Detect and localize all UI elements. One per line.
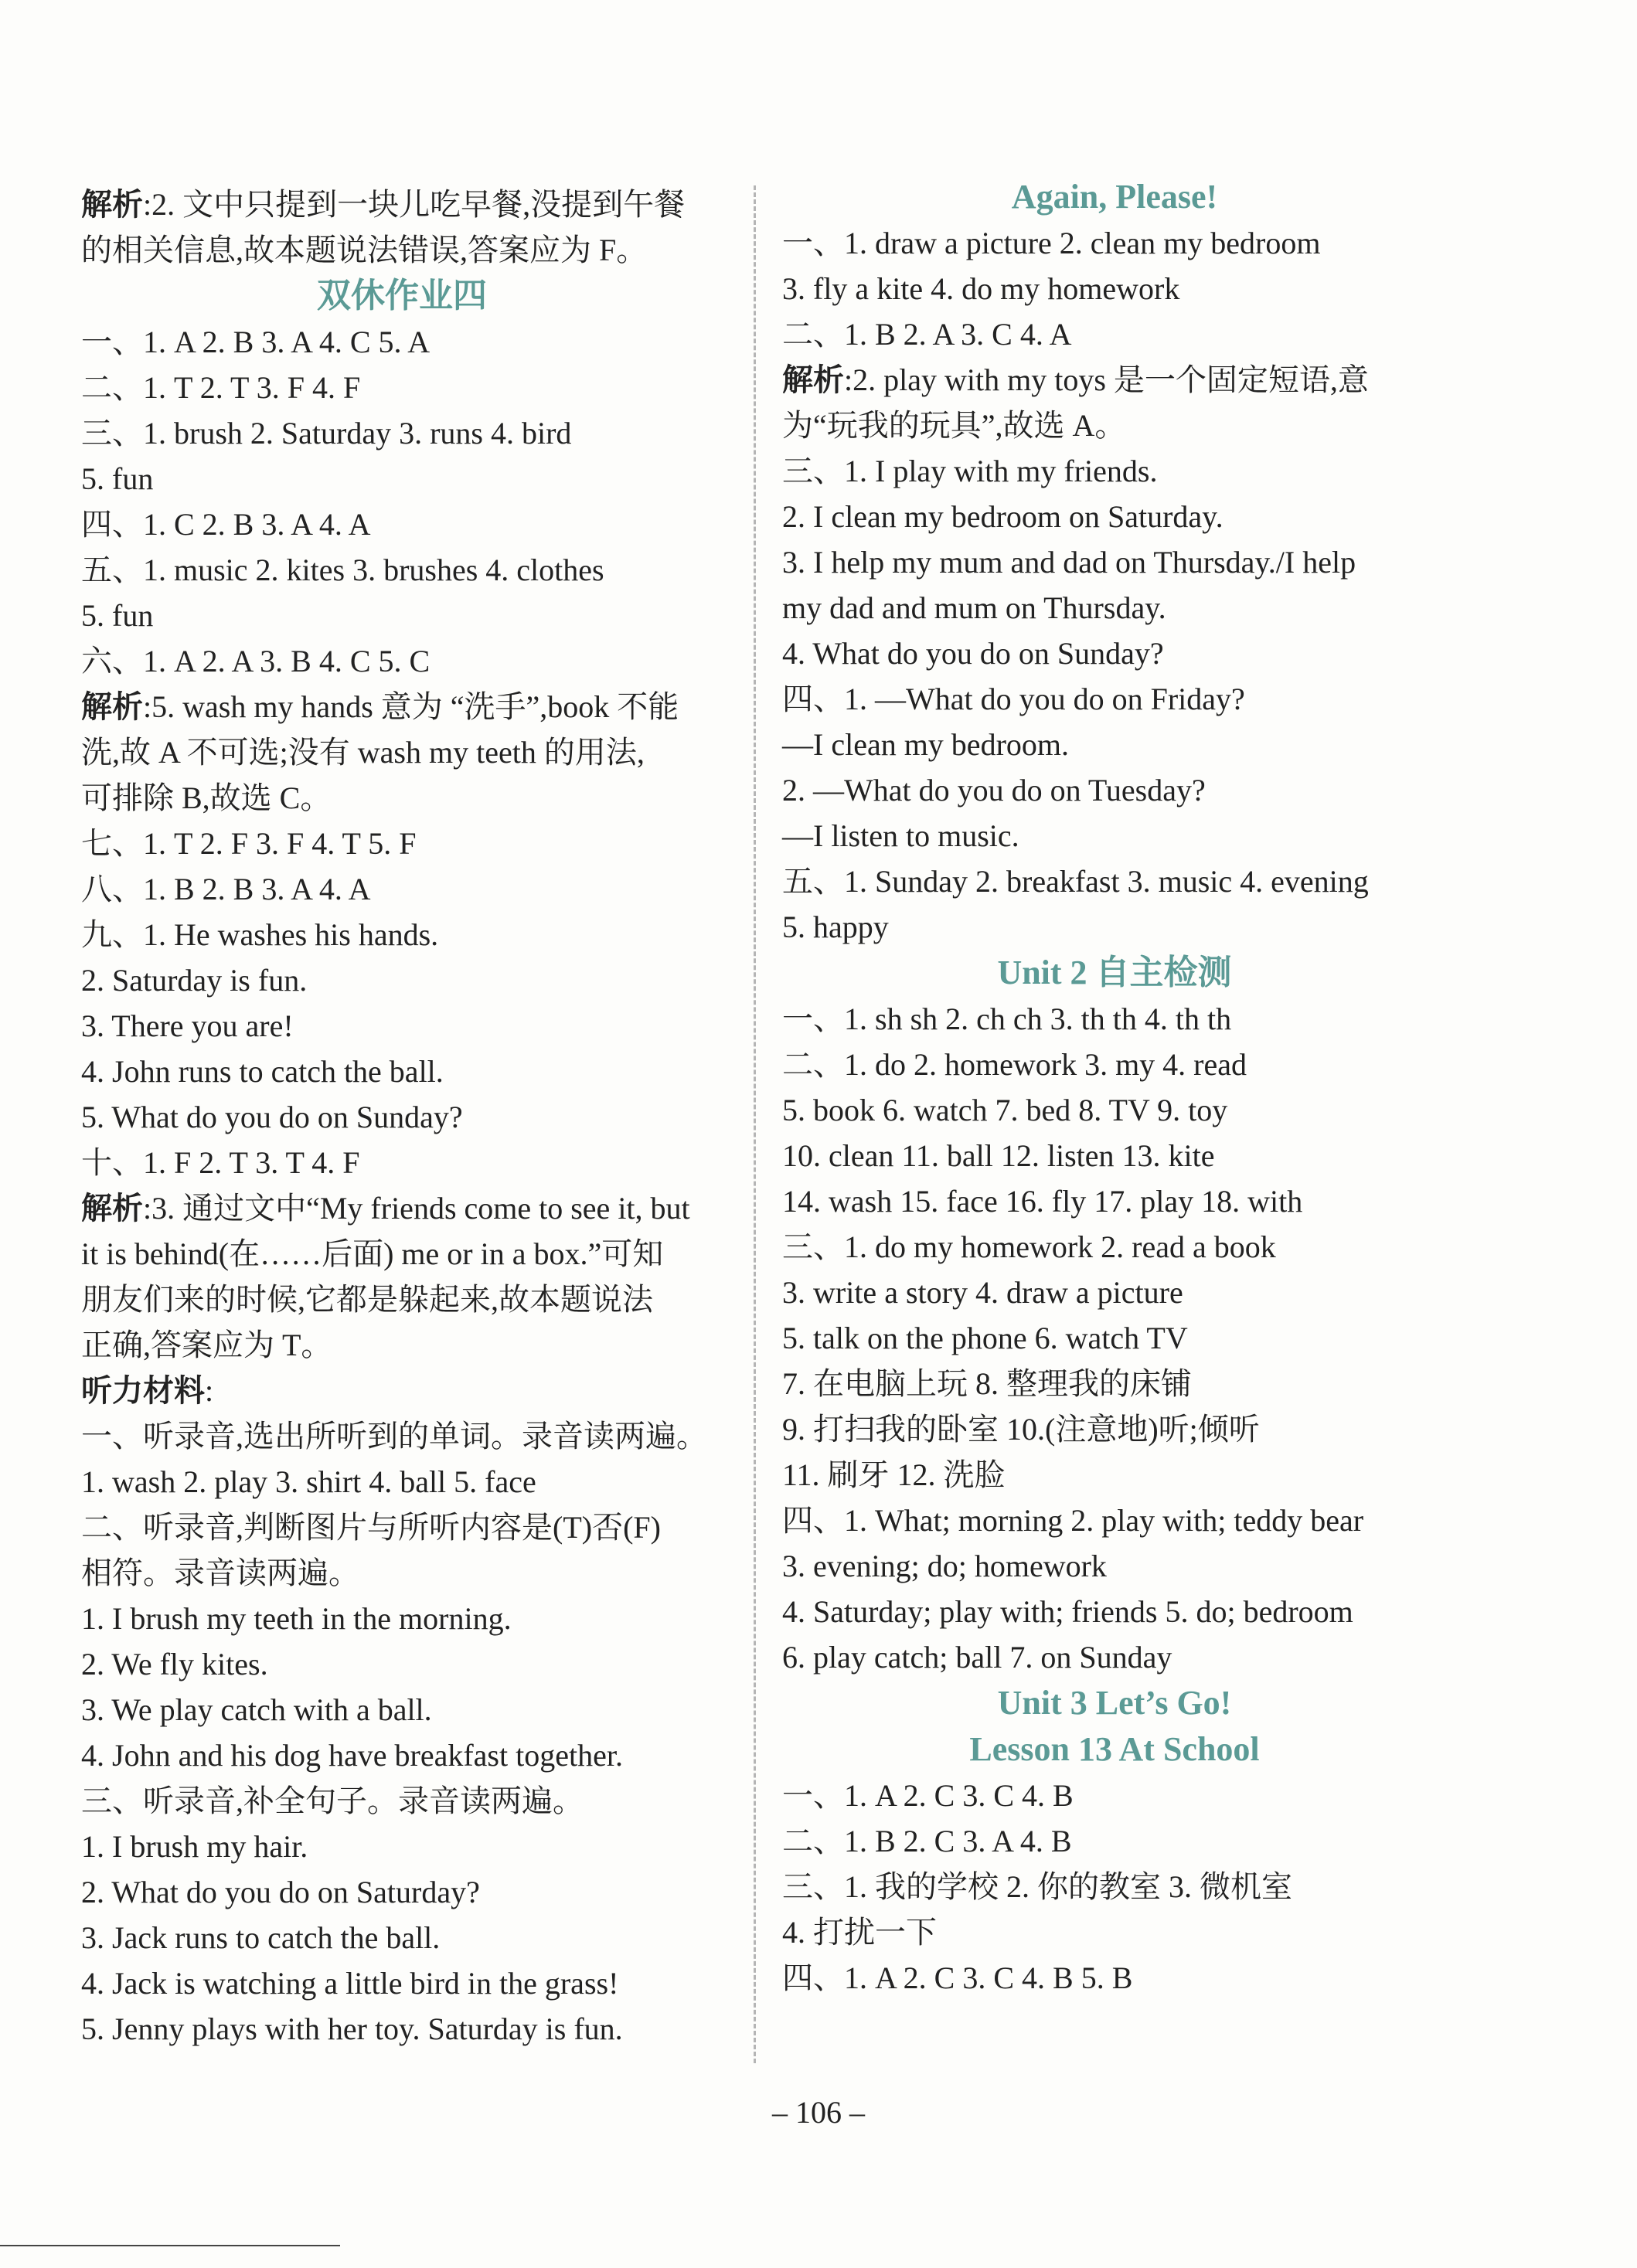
line-text: 九、1. He washes his hands. (81, 917, 439, 952)
text-line (782, 266, 1447, 311)
text-line (81, 547, 723, 593)
line-text: 三、1. do my homework 2. read a book (782, 1229, 1276, 1264)
text-line (782, 539, 1447, 585)
text-line (782, 1589, 1447, 1634)
line-text: it is behind(在……后面) me or in a box.”可知 (81, 1236, 664, 1271)
line-text: 2. I clean my bedroom on Saturday. (782, 499, 1223, 534)
line-text: 3. write a story 4. draw a picture (782, 1275, 1183, 1310)
text-line (81, 1732, 723, 1778)
line-text: 十、1. F 2. T 3. T 4. F (81, 1145, 360, 1180)
text-line (782, 904, 1447, 950)
text-line (81, 1003, 723, 1049)
analysis-label: 解析 (81, 187, 143, 222)
text-line (81, 1049, 723, 1094)
line-text: 六、1. A 2. A 3. B 4. C 5. C (81, 644, 431, 678)
text-line (782, 220, 1447, 266)
line-text: 一、1. sh sh 2. ch ch 3. th th 4. th th (782, 1001, 1232, 1036)
text-line (782, 1773, 1447, 1818)
text-line (81, 456, 723, 502)
line-text: 四、1. What; morning 2. play with; teddy bear (782, 1503, 1364, 1538)
text-line (81, 866, 723, 912)
text-line (782, 1178, 1447, 1224)
text-line (81, 593, 723, 638)
line-text: —I listen to music. (782, 818, 1019, 853)
text-line (81, 319, 723, 365)
text-line (782, 631, 1447, 676)
text-line (81, 1869, 723, 1915)
line-text: 5. fun (81, 598, 154, 633)
text-line (782, 859, 1447, 904)
text-line (81, 1094, 723, 1140)
line-text: my dad and mum on Thursday. (782, 590, 1166, 625)
text-line (81, 638, 723, 684)
line-text: 三、1. brush 2. Saturday 3. runs 4. bird (81, 416, 572, 451)
text-line (81, 410, 723, 456)
section-title: 双休作业四 (317, 277, 487, 315)
line-text: 7. 在电脑上玩 8. 整理我的床铺 (782, 1366, 1192, 1401)
text-line (782, 1818, 1447, 1864)
line-text: 三、1. 我的学校 2. 你的教室 3. 微机室 (782, 1869, 1292, 1904)
line-text: 四、1. C 2. B 3. A 4. A (81, 507, 371, 542)
text-line (81, 1596, 723, 1641)
text-line (782, 767, 1447, 813)
line-text: 二、1. B 2. A 3. C 4. A (782, 317, 1072, 352)
line-text: 2. —What do you do on Tuesday? (782, 773, 1206, 808)
text-line (81, 1641, 723, 1687)
text-line (81, 1322, 723, 1368)
text-line (81, 1687, 723, 1732)
section-title: Unit 2 自主检测 (997, 954, 1232, 991)
text-line (81, 182, 723, 227)
line-text: 4. 打扰一下 (782, 1915, 937, 1950)
text-line (81, 684, 723, 729)
text-line (81, 1915, 723, 1960)
text-line (782, 1909, 1447, 1955)
line-text: —I clean my bedroom. (782, 727, 1069, 762)
line-text: 相符。录音读两遍。 (81, 1556, 359, 1590)
line-text: 4. What do you do on Sunday? (782, 636, 1164, 671)
line-text: :3. 通过文中“My friends come to see it, but (143, 1191, 690, 1226)
line-text: 3. We play catch with a ball. (81, 1692, 432, 1727)
line-text: 4. John and his dog have breakfast together. (81, 1738, 623, 1773)
analysis-label: 听力材料 (81, 1373, 205, 1408)
text-line (782, 1634, 1447, 1680)
text-line (782, 1955, 1447, 2001)
line-text: 一、听录音,选出所听到的单词。录音读两遍。 (81, 1419, 707, 1454)
text-line (81, 1277, 723, 1322)
text-line (782, 1498, 1447, 1543)
text-line (81, 775, 723, 821)
text-line (782, 996, 1447, 1042)
line-text: 3. evening; do; homework (782, 1549, 1107, 1583)
line-text: :2. 文中只提到一块儿吃早餐,没提到午餐 (143, 187, 686, 222)
analysis-label: 解析 (81, 1191, 143, 1226)
text-line (81, 2006, 723, 2052)
line-text: 3. fly a kite 4. do my homework (782, 271, 1180, 306)
text-line (782, 1864, 1447, 1909)
line-text: 五、1. Sunday 2. breakfast 3. music 4. evening (782, 864, 1369, 899)
line-text: 5. fun (81, 461, 154, 496)
line-text: 9. 打扫我的卧室 10.(注意地)听;倾听 (782, 1412, 1260, 1447)
line-text: 11. 刷牙 12. 洗脸 (782, 1457, 1006, 1492)
text-line (782, 1087, 1447, 1133)
text-line (782, 1224, 1447, 1270)
text-line (782, 1543, 1447, 1589)
line-text: 的相关信息,故本题说法错误,答案应为 F。 (81, 233, 648, 267)
right-column (782, 178, 1447, 2001)
text-line (81, 957, 723, 1003)
line-text: 5. talk on the phone 6. watch TV (782, 1321, 1188, 1355)
text-line (81, 1413, 723, 1459)
text-line (782, 1042, 1447, 1087)
line-text: 5. What do you do on Sunday? (81, 1100, 463, 1134)
text-line (782, 403, 1447, 448)
line-text: 二、1. do 2. homework 3. my 4. read (782, 1047, 1247, 1082)
line-text: 一、1. draw a picture 2. clean my bedroom (782, 226, 1321, 260)
text-line (782, 1452, 1447, 1498)
line-text: 八、1. B 2. B 3. A 4. A (81, 872, 371, 906)
line-text: 10. clean 11. ball 12. listen 13. kite (782, 1138, 1215, 1173)
line-text: 朋友们来的时候,它都是躲起来,故本题说法 (81, 1282, 653, 1317)
text-line (782, 1406, 1447, 1452)
bottom-rule (0, 2245, 340, 2246)
line-text: 5. Jenny plays with her toy. Saturday is fun. (81, 2011, 623, 2046)
text-line (81, 227, 723, 273)
text-line (81, 502, 723, 547)
text-line (81, 1960, 723, 2006)
line-text: 一、1. A 2. C 3. C 4. B (782, 1778, 1074, 1813)
line-text: 三、1. I play with my friends. (782, 454, 1158, 488)
text-line (782, 585, 1447, 631)
text-line (81, 1550, 723, 1596)
line-text: 洗,故 A 不可选;没有 wash my teeth 的用法, (81, 735, 645, 770)
text-line (782, 722, 1447, 767)
line-text: 可排除 B,故选 C。 (81, 780, 332, 815)
text-line (81, 1231, 723, 1277)
text-line (782, 813, 1447, 859)
line-text: 四、1. A 2. C 3. C 4. B 5. B (782, 1960, 1133, 1995)
text-line (81, 729, 723, 775)
line-text: 14. wash 15. face 16. fly 17. play 18. with (782, 1184, 1303, 1219)
line-text: :2. play with my toys 是一个固定短语,意 (844, 362, 1369, 397)
section-title: Lesson 13 At School (969, 1730, 1260, 1768)
line-text: 四、1. —What do you do on Friday? (782, 682, 1245, 716)
text-line (782, 676, 1447, 722)
analysis-label: 解析 (81, 689, 143, 724)
left-column (81, 182, 723, 2052)
text-line (782, 494, 1447, 539)
text-line (782, 1270, 1447, 1315)
text-line (81, 1368, 723, 1413)
line-text: 1. I brush my hair. (81, 1829, 308, 1864)
line-text: 为“玩我的玩具”,故选 A。 (782, 408, 1126, 443)
text-line (782, 311, 1447, 357)
line-text: 2. We fly kites. (81, 1647, 268, 1681)
line-text: 5. happy (782, 910, 889, 944)
line-text: 2. Saturday is fun. (81, 963, 308, 998)
line-text: 正确,答案应为 T。 (81, 1328, 332, 1362)
line-text: 1. I brush my teeth in the morning. (81, 1601, 512, 1636)
line-text: 6. play catch; ball 7. on Sunday (782, 1640, 1172, 1675)
line-text: 三、听录音,补全句子。录音读两遍。 (81, 1783, 584, 1818)
line-text: 1. wash 2. play 3. shirt 4. ball 5. face (81, 1464, 536, 1499)
text-line (782, 448, 1447, 494)
line-text: 4. John runs to catch the ball. (81, 1054, 444, 1089)
analysis-label: 解析 (782, 362, 844, 397)
text-line (81, 1778, 723, 1824)
text-line (81, 1185, 723, 1231)
text-line (81, 821, 723, 866)
column-divider (754, 185, 756, 2063)
text-line (81, 912, 723, 957)
line-text: 3. Jack runs to catch the ball. (81, 1920, 441, 1955)
line-text: : (205, 1373, 214, 1408)
text-line (81, 365, 723, 410)
line-text: 二、1. B 2. C 3. A 4. B (782, 1824, 1072, 1858)
line-text: 二、1. T 2. T 3. F 4. F (81, 370, 361, 405)
text-line (81, 1459, 723, 1505)
text-line (782, 1361, 1447, 1406)
text-line (81, 1505, 723, 1550)
line-text: 5. book 6. watch 7. bed 8. TV 9. toy (782, 1093, 1228, 1127)
text-line (782, 1315, 1447, 1361)
text-line (81, 1140, 723, 1185)
page-number: – 106 – (772, 2095, 865, 2130)
text-line (81, 1824, 723, 1869)
text-line (782, 357, 1447, 403)
text-line (782, 1133, 1447, 1178)
line-text: 4. Jack is watching a little bird in the grass! (81, 1966, 619, 2001)
section-title: Unit 3 Let’s Go! (997, 1684, 1232, 1722)
line-text: 2. What do you do on Saturday? (81, 1875, 480, 1909)
line-text: 一、1. A 2. B 3. A 4. C 5. A (81, 325, 431, 359)
line-text: 3. I help my mum and dad on Thursday./I help (782, 545, 1356, 580)
line-text: 七、1. T 2. F 3. F 4. T 5. F (81, 826, 417, 861)
line-text: 二、听录音,判断图片与所听内容是(T)否(F) (81, 1510, 661, 1545)
line-text: 4. Saturday; play with; friends 5. do; bedroom (782, 1594, 1353, 1629)
line-text: 五、1. music 2. kites 3. brushes 4. clothes (81, 553, 604, 587)
section-title: Again, Please! (1011, 178, 1218, 216)
line-text: :5. wash my hands 意为 “洗手”,book 不能 (143, 689, 679, 724)
line-text: 3. There you are! (81, 1008, 294, 1043)
